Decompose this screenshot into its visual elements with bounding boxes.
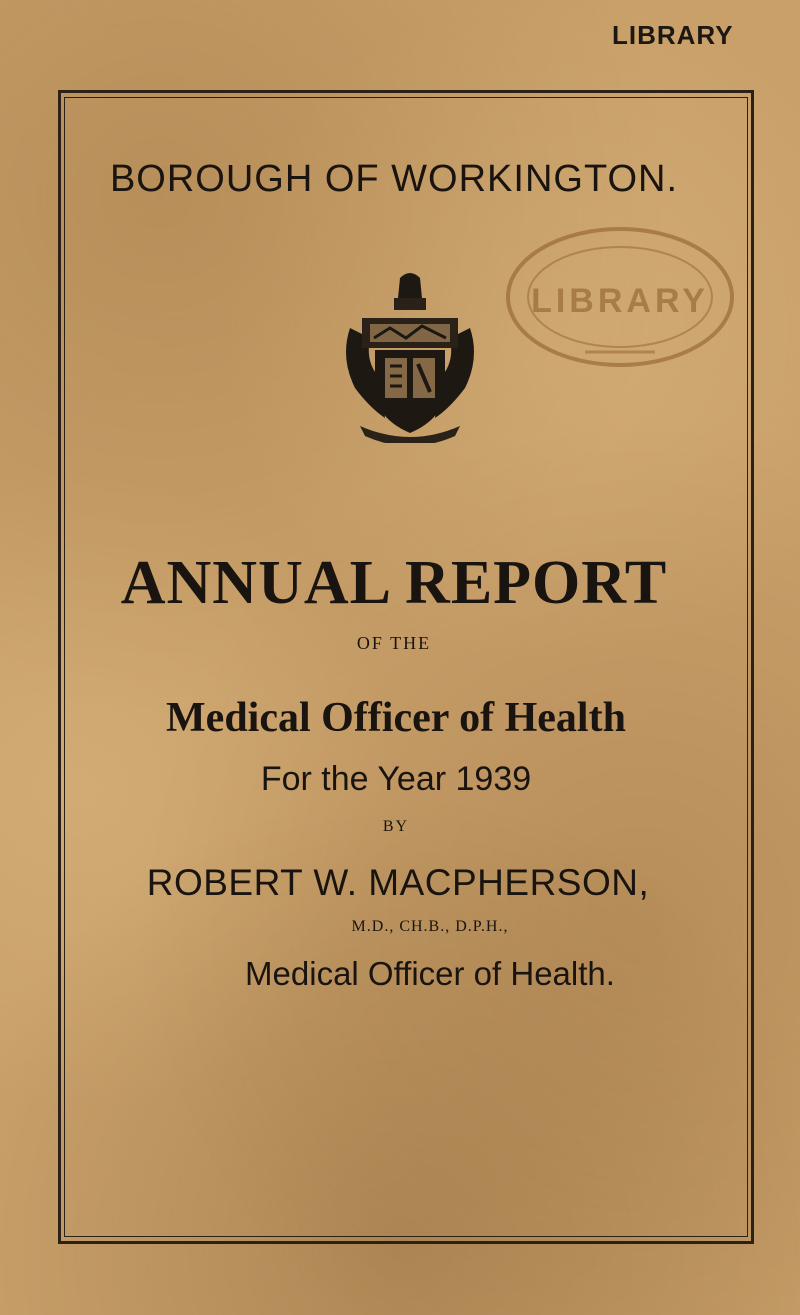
by-label: BY bbox=[382, 818, 410, 835]
report-year: For the Year 1939 bbox=[260, 760, 532, 798]
library-stamp-icon bbox=[495, 212, 775, 402]
borough-heading: BOROUGH OF WORKINGTON. bbox=[109, 158, 679, 200]
library-stamp-top: LIBRARY bbox=[612, 20, 734, 50]
library-seal-text: LIBRARY bbox=[531, 282, 709, 320]
borough-coat-of-arms-icon bbox=[330, 268, 490, 443]
report-subject: Medical Officer of Health bbox=[166, 695, 626, 741]
author-name: ROBERT W. MACPHERSON, bbox=[146, 862, 650, 903]
report-title: ANNUAL REPORT bbox=[120, 549, 668, 617]
author-qualifications: M.D., CH.B., D.P.H., bbox=[351, 918, 509, 935]
author-role: Medical Officer of Health. bbox=[245, 955, 615, 992]
of-the-label: OF THE bbox=[356, 633, 432, 653]
